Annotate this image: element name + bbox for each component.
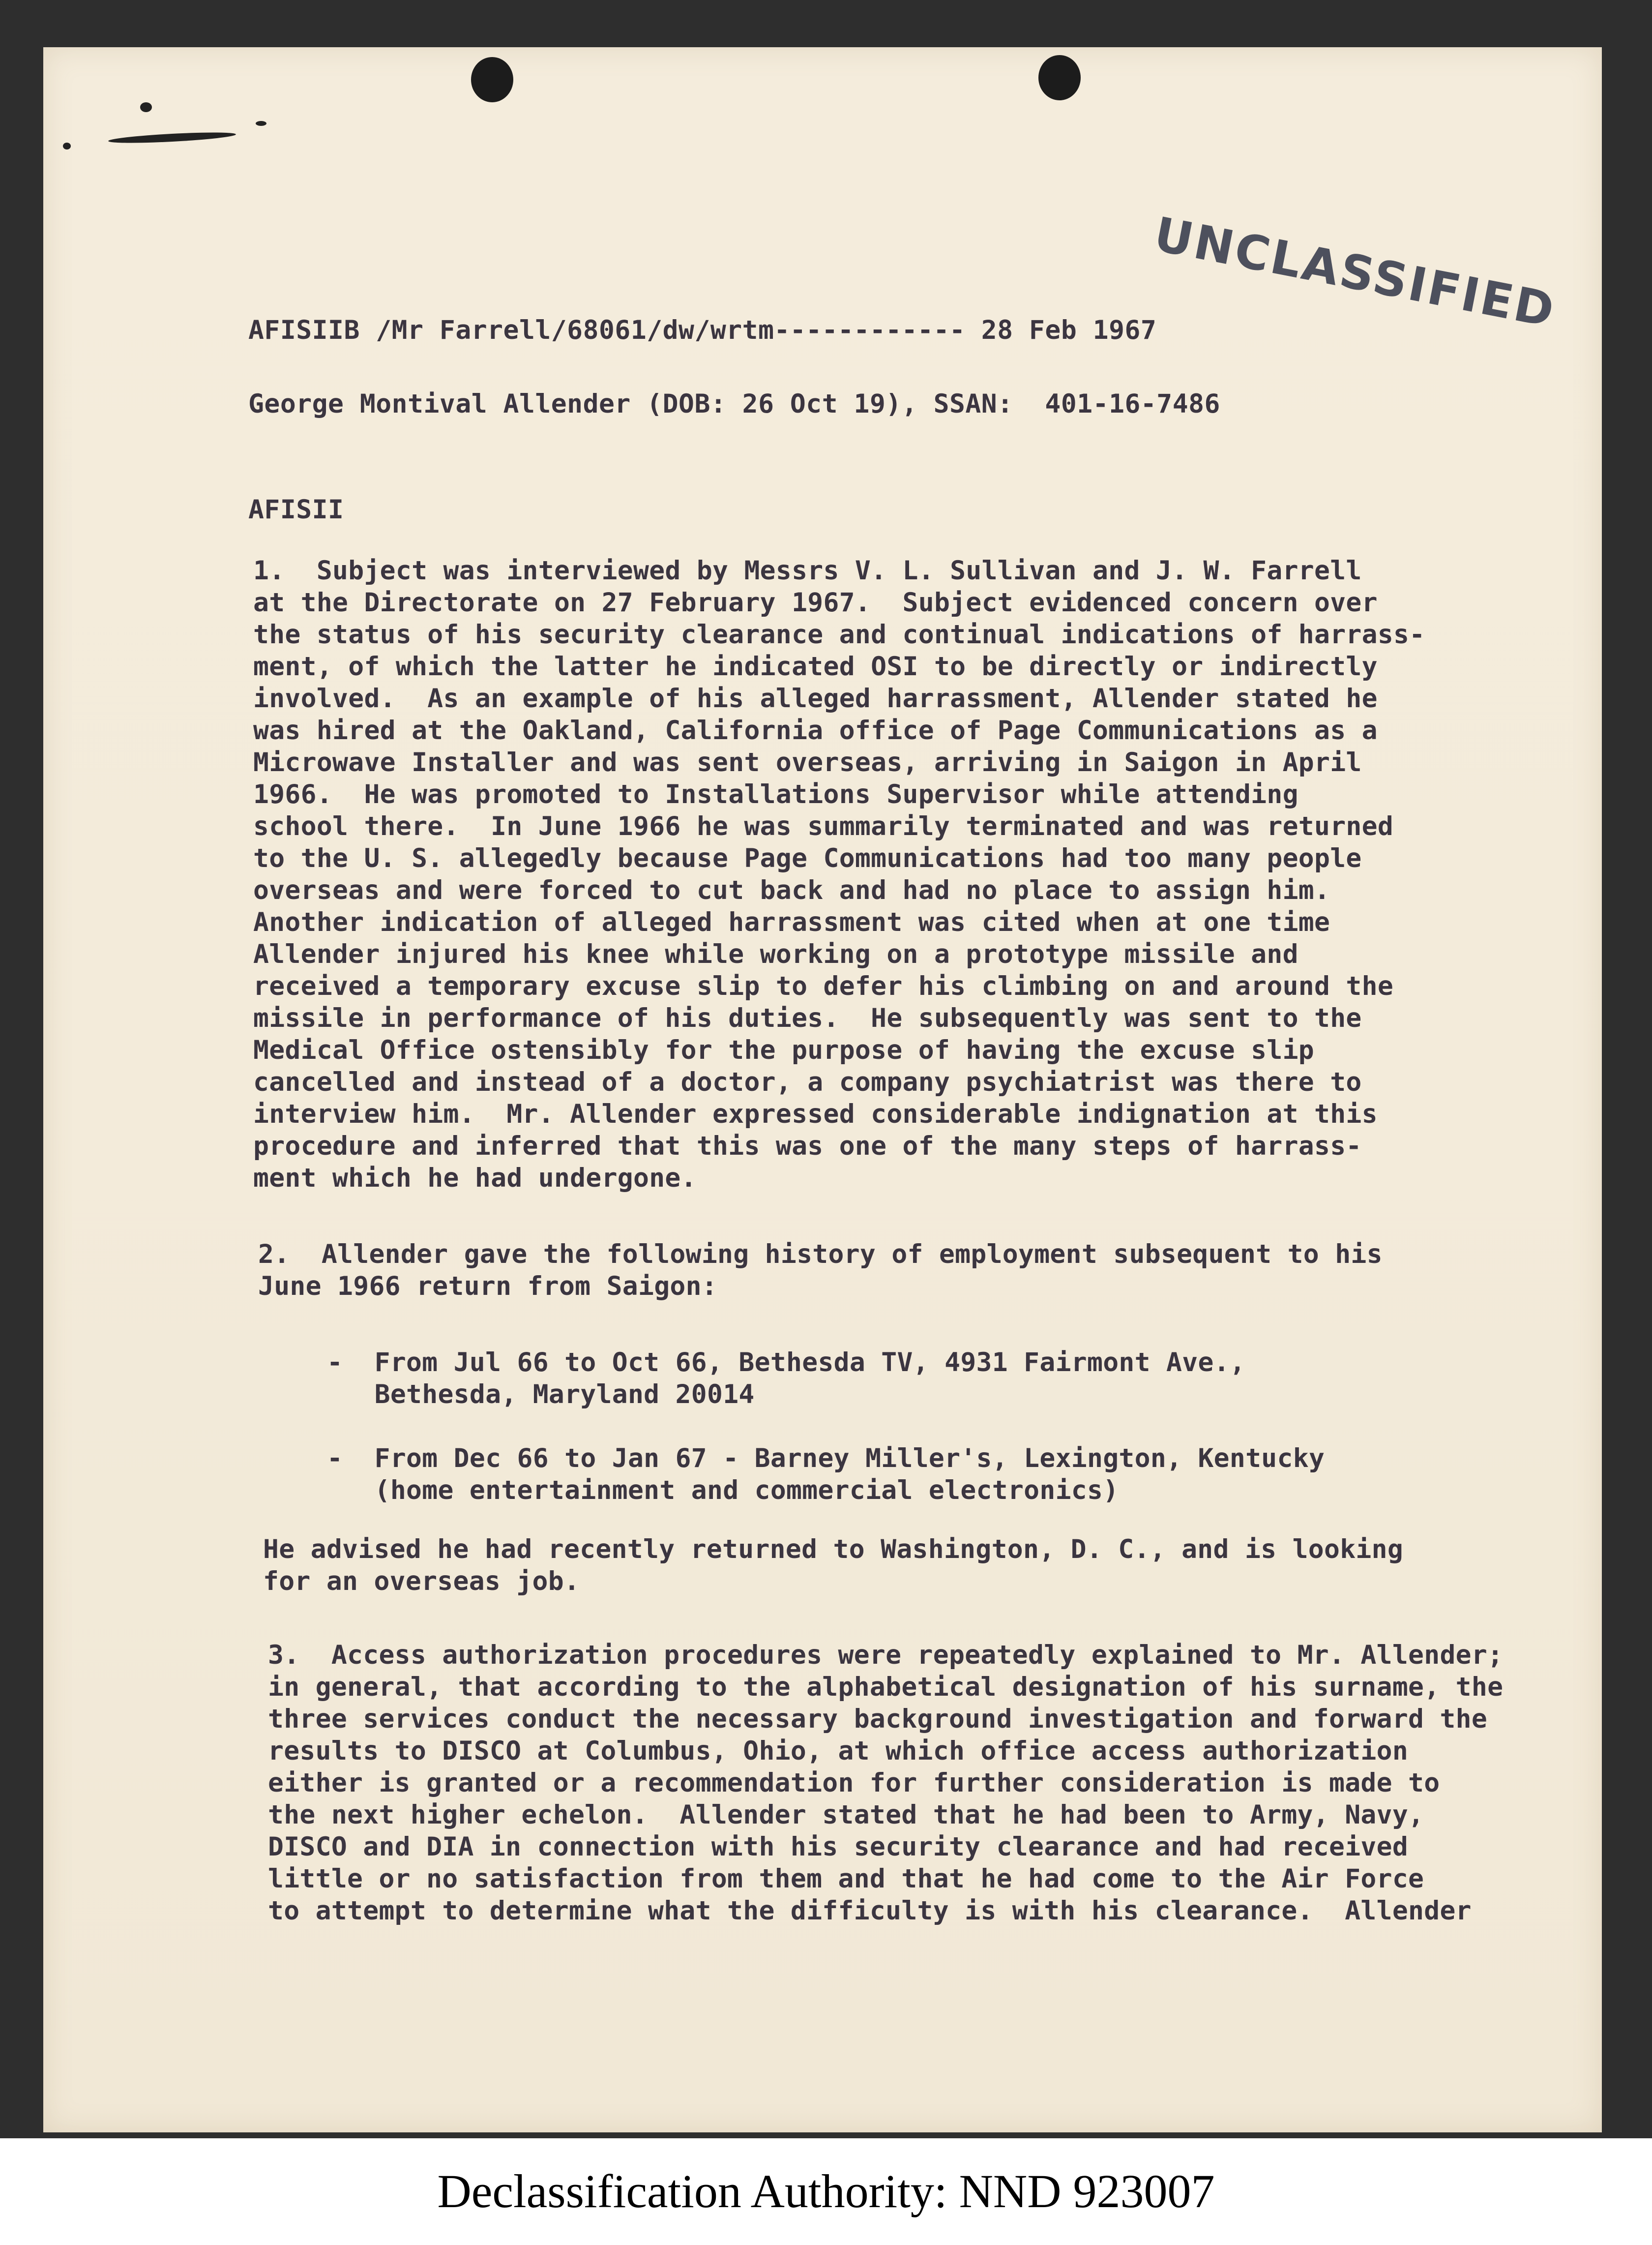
paragraph-line: procedure and inferred that this was one of the many steps of harrass- <box>253 1131 1362 1161</box>
paragraph-line: overseas and were forced to cut back and had no place to assign him. <box>253 875 1330 905</box>
paragraph-line: three services conduct the necessary background investigation and forward the <box>268 1704 1488 1734</box>
employment-item: - From Dec 66 to Jan 67 - Barney Miller's, Lexington, Kentucky <box>327 1443 1325 1473</box>
punch-hole-left <box>471 57 513 102</box>
paragraph-line: interview him. Mr. Allender expressed considerable indignation at this <box>253 1099 1378 1129</box>
paragraph-line: 1966. He was promoted to Installations Supervisor while attending <box>253 779 1298 809</box>
paragraph-line: involved. As an example of his alleged harrassment, Allender stated he <box>253 684 1378 714</box>
paragraph-line: cancelled and instead of a doctor, a company psychiatrist was there to <box>253 1067 1362 1097</box>
paragraph-line: in general, that according to the alphabetical designation of his surname, the <box>268 1672 1504 1702</box>
paragraph-line: missile in performance of his duties. He subsequently was sent to the <box>253 1003 1362 1033</box>
paragraph-line: results to DISCO at Columbus, Ohio, at which office access authorization <box>268 1736 1409 1766</box>
paragraph-line: either is granted or a recommendation for further consideration is made to <box>268 1768 1440 1798</box>
paragraph-line: Another indication of alleged harrassment was cited when at one time <box>253 907 1330 937</box>
paragraph-line: was hired at the Oakland, California office of Page Communications as a <box>253 716 1378 746</box>
paragraph-line: received a temporary excuse slip to defer his climbing on and around the <box>253 971 1394 1001</box>
paragraph-line: school there. In June 1966 he was summarily terminated and was returned <box>253 811 1394 841</box>
paragraph-line: He advised he had recently returned to Washington, D. C., and is looking <box>263 1534 1404 1564</box>
paragraph-line: to the U. S. allegedly because Page Communications had too many people <box>253 843 1362 873</box>
paragraph-line: Allender injured his knee while working on a prototype missile and <box>253 939 1298 969</box>
employment-item: - From Jul 66 to Oct 66, Bethesda TV, 4931 Fairmont Ave., <box>327 1347 1246 1377</box>
paragraph-line: little or no satisfaction from them and that he had come to the Air Force <box>268 1864 1424 1894</box>
employment-item: (home entertainment and commercial electronics) <box>327 1475 1119 1505</box>
subject-line: George Montival Allender (DOB: 26 Oct 19), SSAN: 401-16-7486 <box>248 389 1220 419</box>
paragraph-line: Microwave Installer and was sent overseas, arriving in Saigon in April <box>253 748 1362 778</box>
paragraph-line: DISCO and DIA in connection with his security clearance and had received <box>268 1832 1409 1862</box>
employment-item: Bethesda, Maryland 20014 <box>327 1379 755 1409</box>
paragraph-line: for an overseas job. <box>263 1566 580 1596</box>
ink-smudge <box>63 143 71 150</box>
paragraph-line: to attempt to determine what the difficulty is with his clearance. Allender <box>268 1896 1472 1926</box>
paragraph-line: the next higher echelon. Allender stated that he had been to Army, Navy, <box>268 1800 1424 1830</box>
paragraph-line: ment which he had undergone. <box>253 1163 697 1193</box>
punch-hole-right <box>1038 55 1081 100</box>
paragraph-line: at the Directorate on 27 February 1967. Subject evidenced concern over <box>253 588 1378 618</box>
paragraph-line: ment, of which the latter he indicated OSI to be directly or indirectly <box>253 652 1378 682</box>
paragraph-line: June 1966 return from Saigon: <box>258 1271 718 1301</box>
paragraph-line: Medical Office ostensibly for the purpose of having the excuse slip <box>253 1035 1314 1065</box>
paragraph-line: the status of his security clearance and continual indications of harrass- <box>253 620 1425 650</box>
ink-smudge <box>256 121 266 126</box>
unclassified-stamp: UNCLASSIFIED <box>1150 207 1561 339</box>
paragraph-line: 1. Subject was interviewed by Messrs V. L. Sullivan and J. W. Farrell <box>253 556 1362 586</box>
paragraph-line: 2. Allender gave the following history of employment subsequent to his <box>258 1239 1383 1269</box>
addressee-line: AFISII <box>248 495 344 525</box>
ink-smudge <box>140 102 152 112</box>
routing-line: AFISIIB /Mr Farrell/68061/dw/wrtm------------ 28 Feb 1967 <box>248 315 1157 345</box>
paragraph-line: 3. Access authorization procedures were repeatedly explained to Mr. Allender; <box>268 1640 1504 1670</box>
declassification-caption: Declassification Authority: NND 923007 <box>437 2165 1215 2217</box>
